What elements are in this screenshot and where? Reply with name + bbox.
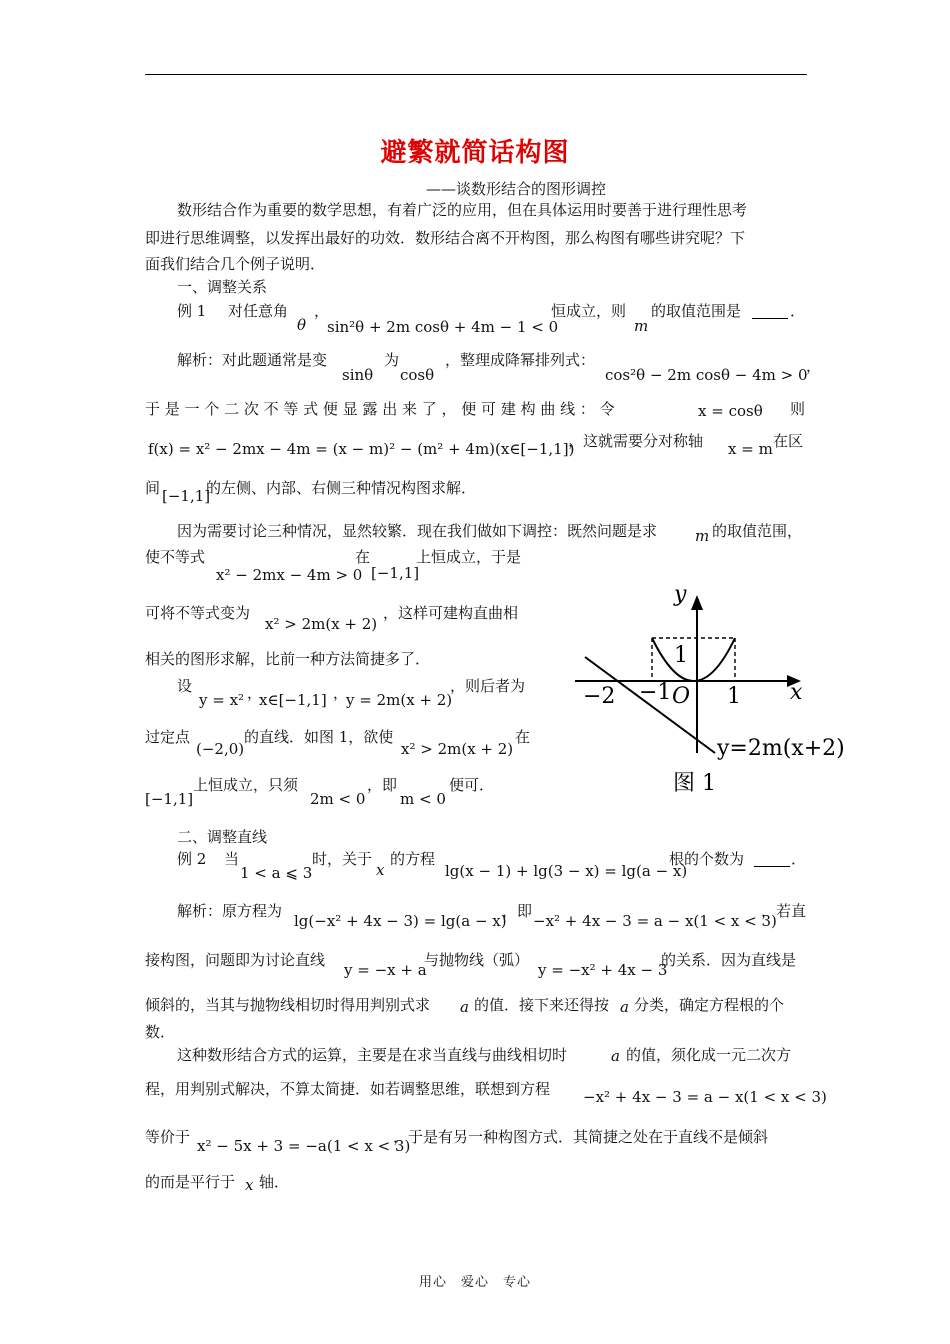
- parabola-arc: [652, 638, 735, 681]
- intro-line-3: 面我们结合几个例子说明．: [145, 255, 326, 273]
- page-footer: 用心 爱心 专心: [418, 1275, 531, 1290]
- sol1-axis: x = m: [728, 440, 773, 458]
- p6-inequality: x² > 2m(x + 2): [401, 740, 514, 758]
- figure-caption: 图 1: [673, 771, 716, 796]
- sol1-text-c: ，整理成降幂排列式：: [445, 351, 596, 369]
- sol2-a-2: a: [620, 998, 629, 1016]
- p3-inequality: x² > 2m(x + 2): [265, 615, 378, 633]
- ex1-text-a: 对任意角: [228, 302, 289, 320]
- ex1-theta: θ: [297, 316, 307, 334]
- sol1-text-a: 解析：对此题通常是变: [177, 351, 328, 369]
- section-heading-1: 一、调整关系: [177, 278, 268, 296]
- p5-y1: y = x²: [199, 691, 245, 709]
- ex2-text-b: 时，关于: [312, 850, 373, 868]
- sol1-text-g: 在区: [773, 432, 804, 450]
- sol2-equation-1: lg(−x² + 4x − 3) = lg(a − x): [294, 912, 507, 930]
- section-heading-2: 二、调整直线: [177, 828, 268, 846]
- sol2-text-b: ，即: [502, 902, 533, 920]
- sol2-text-d: 接构图，问题即为讨论直线: [145, 951, 326, 969]
- y-axis-arrow: [691, 595, 703, 610]
- p6-text-c: 在: [515, 728, 531, 746]
- ex2-text-c: 的方程: [390, 850, 436, 868]
- intro-line-1: 数形结合作为重要的数学思想，有着广泛的应用，但在具体运用时要善于进行理性思考: [177, 201, 748, 219]
- label-neg2: −2: [583, 684, 616, 709]
- label-x: x: [790, 680, 803, 705]
- sol2-text-h: 的值．接下来还得按: [474, 996, 610, 1014]
- sol2-text-g: 倾斜的，当其与抛物线相切时得用判别式求: [145, 996, 431, 1014]
- p7-cond-1: 2m < 0: [310, 790, 366, 808]
- label-y: y: [674, 585, 687, 607]
- p3b-equation: x² − 5x + 3 = −a(1 < x < 3): [197, 1137, 411, 1155]
- p2-text-d: 在: [355, 548, 371, 566]
- p6-point: (−2,0): [196, 740, 245, 758]
- sol1-text-h: 间: [145, 479, 161, 497]
- sol1-let-x: x = cosθ: [698, 402, 763, 420]
- p2b-equation: −x² + 4x − 3 = a − x(1 < x < 3): [583, 1088, 827, 1106]
- p2-text-e: 上恒成立，于是: [416, 548, 522, 566]
- sol2-text-a: 解析：原方程为: [177, 902, 283, 920]
- p5-comma-2: ，: [333, 684, 349, 702]
- ex1-answer-blank: [752, 304, 788, 323]
- sol2-text-f: 的关系．因为直线是: [661, 951, 797, 969]
- p7-text-b: 上恒成立，只须: [193, 776, 299, 794]
- p6-text-b: 的直线．如图 1，欲使: [244, 728, 394, 746]
- sol2-text-c: ，若直: [761, 902, 807, 920]
- sol1-cos: cosθ: [400, 366, 435, 384]
- sol2-text-i: 分类，确定方程根的个: [634, 996, 785, 1014]
- sol2-equation-2: −x² + 4x − 3 = a − x(1 < x < 3): [533, 912, 777, 930]
- intro-line-2: 即进行思维调整，以发挥出最好的功效．数形结合离不开构图，那么构图有哪些讲究呢？下: [145, 229, 746, 247]
- sol2-text-e: 与抛物线（弧）: [424, 951, 530, 969]
- p2b-text-a: 这种数形结合方式的运算，主要是在求当直线与曲线相切时: [177, 1046, 568, 1064]
- p4b-text-a: 的而是平行于: [145, 1173, 236, 1191]
- p5-text-a: 设: [177, 677, 193, 695]
- header-rule: [145, 74, 807, 75]
- page-subtitle: ——谈数形结合的图形调控: [426, 180, 607, 198]
- sol1-text-e: 则: [790, 400, 806, 418]
- p2-text-a: 因为需要讨论三种情况，显然较繁．现在我们做如下调控：既然问题是求: [177, 522, 658, 540]
- ex2-condition: 1 < a ⩽ 3: [240, 864, 313, 882]
- p3b-text-b: ，于是有另一种构图方式．其简捷之处在于直线不是倾斜: [393, 1128, 769, 1146]
- page-title: 避繁就简话构图: [380, 138, 570, 168]
- sol1-inequality: cos²θ − 2m cosθ − 4m > 0: [605, 366, 808, 384]
- p7-cond-2: m < 0: [400, 790, 446, 808]
- p2b-a: a: [611, 1047, 620, 1065]
- ex2-text-d: 根的个数为: [669, 850, 745, 868]
- sol2-parabola: y = −x² + 4x − 3: [538, 961, 668, 979]
- label-one-y: 1: [674, 643, 688, 668]
- ex1-period: ．: [790, 302, 806, 320]
- p3b-text-a: 等价于: [145, 1128, 191, 1146]
- p2-interval: [−1,1]: [371, 564, 420, 582]
- p4-text: 相关的图形求解，比前一种方法简捷多了．: [145, 650, 431, 668]
- ex2-answer-blank: [754, 852, 790, 871]
- sol1-interval: [−1,1]: [162, 487, 211, 505]
- label-neg1: −1: [639, 680, 672, 705]
- p4b-x: x: [245, 1176, 254, 1194]
- p6-text-a: 过定点: [145, 728, 191, 746]
- ex1-comma: ，: [314, 302, 330, 320]
- ex1-text-c: 的取值范围是: [651, 302, 742, 320]
- ex1-inequality: sin²θ + 2m cosθ + 4m − 1 < 0: [327, 318, 559, 336]
- ex1-text-b: 恒成立，则: [551, 302, 627, 320]
- p5-y2: y = 2m(x + 2): [346, 691, 453, 709]
- example-1-label: 例 1: [177, 302, 207, 320]
- sol1-text-d: 于 是 一 个 二 次 不 等 式 便 显 露 出 来 了 ， 便 可 建 构 曲 线 ： 令: [145, 400, 615, 418]
- p4b-text-b: 轴．: [259, 1173, 290, 1191]
- sol1-sin: sinθ: [342, 366, 374, 384]
- sol1-fx: f(x) = x² − 2mx − 4m = (x − m)² − (m² + 4m)(x∈[−1,1]): [148, 440, 575, 458]
- sol2-text-j: 数．: [145, 1023, 176, 1041]
- p5-comma-1: ，: [247, 684, 263, 702]
- sol1-text-i: 的左侧、内部、右侧三种情况构图求解．: [206, 479, 477, 497]
- p3-text-a: 可将不等式变为: [145, 604, 251, 622]
- label-one-x: 1: [727, 684, 741, 709]
- p3-text-b: ，这样可建构直曲相: [383, 604, 519, 622]
- sol1-text-b: 为: [384, 351, 400, 369]
- ex1-m: m: [634, 317, 649, 335]
- sol2-line: y = −x + a: [344, 961, 427, 979]
- sol1-text-f: ，这就需要分对称轴: [568, 432, 704, 450]
- label-origin: O: [672, 684, 691, 709]
- line-label: y=2m(x+2): [717, 736, 845, 761]
- p2-inequality: x² − 2mx − 4m > 0: [216, 566, 363, 584]
- p2-m: m: [695, 527, 710, 545]
- ex2-text-a: 当: [224, 850, 240, 868]
- figure-1: [575, 585, 850, 800]
- ex2-equation: lg(x − 1) + lg(3 − x) = lg(a − x): [445, 862, 688, 880]
- p7-interval: [−1,1]: [145, 790, 194, 808]
- p2-text-c: 使不等式: [145, 548, 206, 566]
- p7-text-e: 便可．: [449, 776, 495, 794]
- ex2-x: x: [376, 861, 385, 879]
- p2-text-b: 的取值范围，: [712, 522, 803, 540]
- p7-text-d: ，即: [367, 776, 398, 794]
- sol2-a-1: a: [460, 998, 469, 1016]
- sol1-comma: ，: [806, 357, 822, 375]
- p5-x-range: x∈[−1,1]: [259, 691, 327, 709]
- p5-text-b: ，则后者为: [450, 677, 526, 695]
- ex2-period: ．: [791, 850, 807, 868]
- p2b-text-c: 程，用判别式解决，不算太简捷．如若调整思维，联想到方程: [145, 1080, 551, 1098]
- example-2-label: 例 2: [177, 850, 207, 868]
- p2b-text-b: 的值，须化成一元二次方: [626, 1046, 792, 1064]
